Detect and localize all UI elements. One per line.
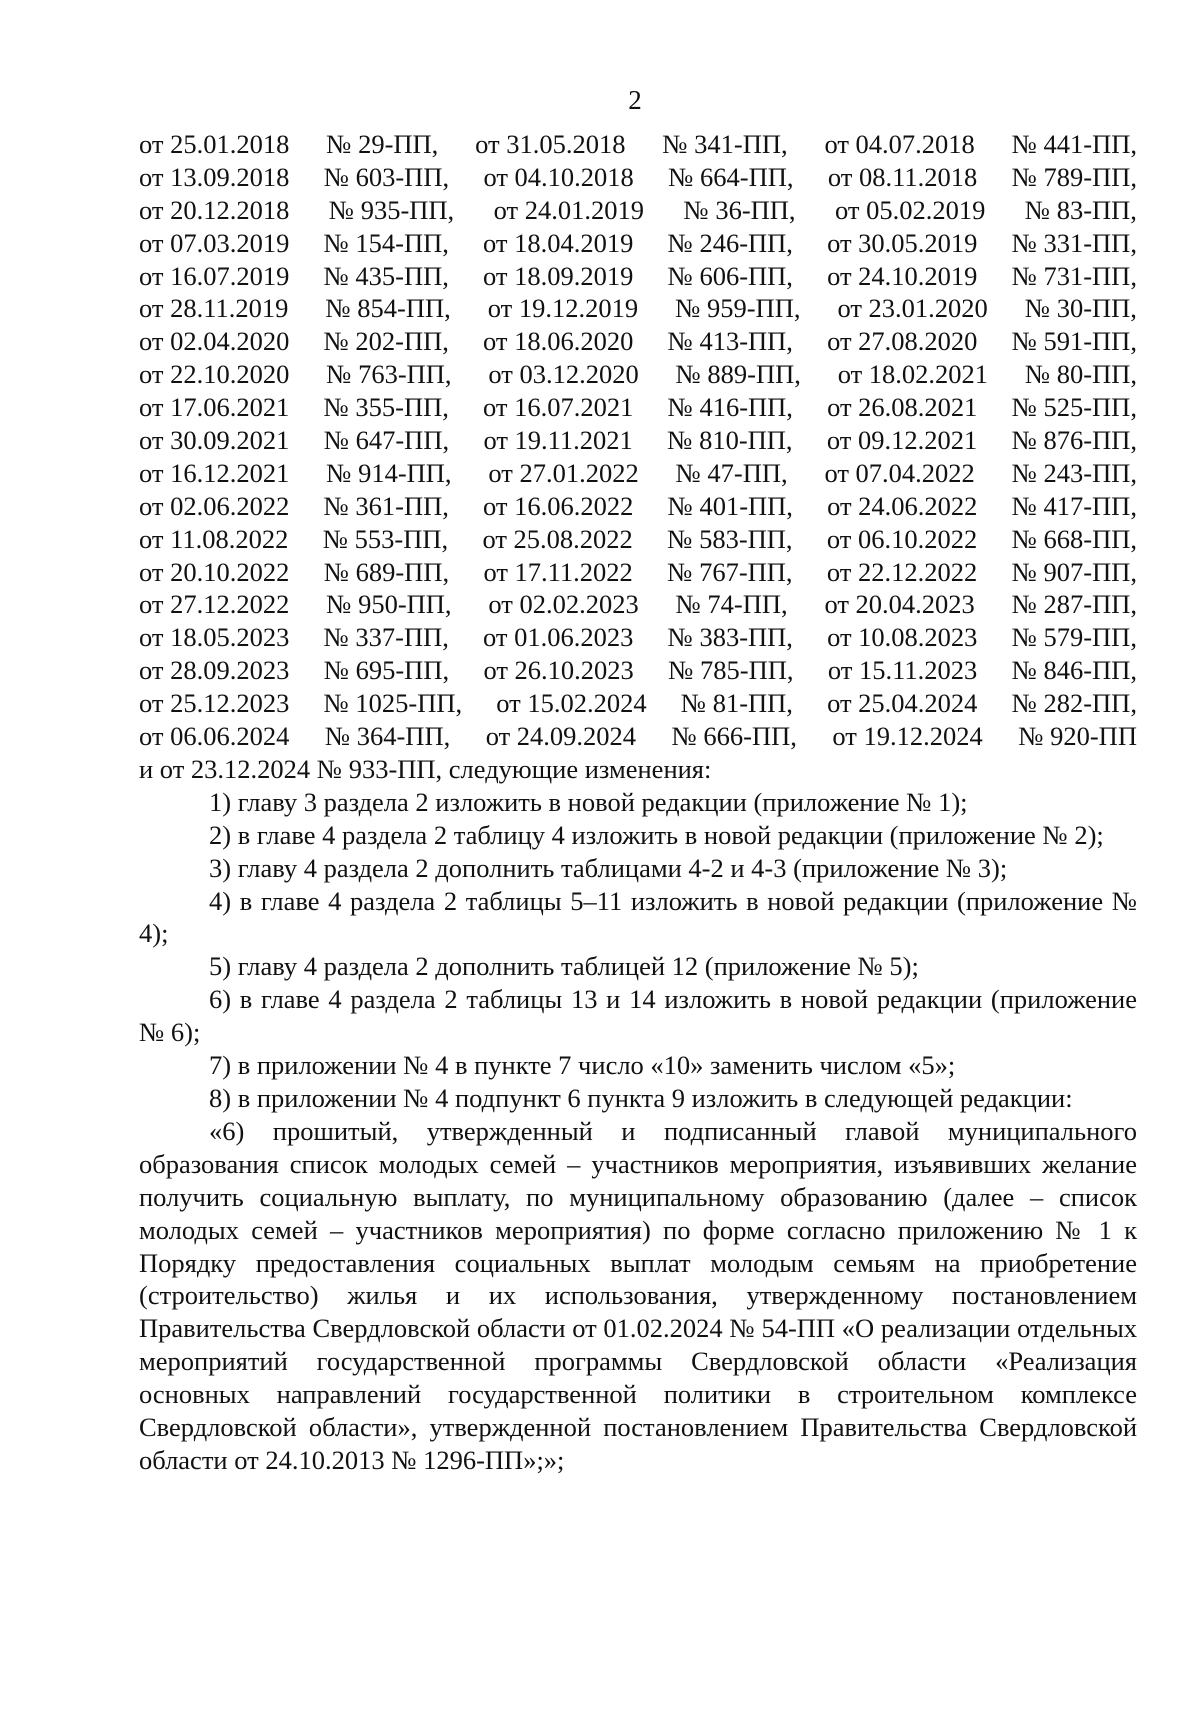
resolution-date: от 27.01.2022 [488,457,639,488]
resolution-number: № 695-ПП, [323,655,450,686]
resolution-row [139,687,1137,720]
resolution-number: № 287-ПП, [1011,589,1137,620]
resolution-date: от 07.03.2019 [139,227,290,258]
resolution-number: № 417-ПП, [1011,490,1137,521]
closing-line: и от 23.12.2024 № 933-ПП, следующие изменения: [139,753,712,784]
resolution-date: от 19.12.2019 [487,293,639,324]
resolution-row [139,523,1137,556]
resolution-number: № 243-ПП, [1011,457,1137,488]
resolution-number: № 767-ПП, [667,556,793,587]
resolution-number: № 666-ПП, [671,721,797,752]
resolution-number: № 959-ПП, [675,293,801,324]
change-item-8: 8) в приложении № 4 подпункт 6 пункта 9 изложить в следующей редакции: [209,1082,1073,1113]
change-item-1: 1) главу 3 раздела 2 изложить в новой редакции (приложение № 1); [209,786,968,817]
resolution-number: № 935-ПП, [328,194,455,225]
resolution-number: № 364-ПП, [324,721,451,752]
resolution-date: от 27.12.2022 [139,589,290,620]
resolution-number: № 202-ПП, [323,326,449,357]
resolution-date: от 15.02.2024 [496,688,647,719]
resolution-date: от 15.11.2023 [827,655,978,686]
resolution-number: № 553-ПП, [322,523,449,554]
resolution-date: от 18.02.2021 [837,359,989,390]
resolution-date: от 06.06.2024 [139,721,290,752]
resolution-date: от 04.07.2018 [824,129,975,159]
resolution-row [139,490,1137,523]
resolution-date: от 16.07.2019 [139,260,290,291]
resolution-number: № 603-ПП, [323,161,450,192]
change-item-3: 3) главу 4 раздела 2 дополнить таблицами 4-2 и 4-3 (приложение № 3); [209,852,1008,883]
resolution-number: № 331-ПП, [1011,227,1137,258]
resolution-number: № 441-ПП, [1011,129,1137,159]
resolution-number: № 401-ПП, [667,490,793,521]
resolution-row [139,424,1137,457]
resolution-row [139,260,1137,293]
resolution-number: № 579-ПП, [1011,622,1137,653]
resolution-row [139,161,1137,194]
page-number: 2 [628,85,642,115]
resolution-number: № 583-ПП, [667,523,793,554]
change-item-7: 7) в приложении № 4 в пункте 7 число «10» заменить числом «5»; [209,1050,956,1081]
resolution-date: от 02.04.2020 [139,326,290,357]
resolution-date: от 27.08.2020 [827,326,978,357]
resolution-number: № 889-ПП, [675,359,801,390]
resolution-row [139,391,1137,424]
resolution-number: № 80-ПП, [1024,359,1137,390]
resolution-date: от 20.12.2018 [139,194,290,225]
resolution-date: от 24.09.2024 [485,721,637,752]
change-item-6: 6) в главе 4 раздела 2 таблицы 13 и 14 изложить в новой редакции (приложение № 6); [139,984,1137,1048]
resolution-date: от 18.09.2019 [483,260,634,291]
resolution-row [139,194,1137,227]
resolution-number: № 435-ПП, [323,260,449,291]
resolution-date: от 09.12.2021 [826,425,978,456]
resolution-number: № 907-ПП, [1011,556,1137,587]
resolution-number: № 846-ПП, [1011,655,1137,686]
resolution-date: от 16.06.2022 [483,490,634,521]
resolution-date: от 08.11.2018 [827,161,978,192]
resolution-number: № 29-ПП, [326,129,439,159]
resolution-number: № 413-ПП, [667,326,793,357]
resolution-number: № 920-ПП [1018,721,1137,752]
resolution-number: № 876-ПП, [1011,425,1137,456]
resolution-row [139,556,1137,589]
resolution-number: № 606-ПП, [667,260,793,291]
resolution-date: от 25.08.2022 [482,523,633,554]
resolution-date: от 31.05.2018 [475,129,626,159]
resolution-date: от 03.12.2020 [488,359,639,390]
resolution-number: № 83-ПП, [1024,194,1137,225]
resolution-number: № 246-ПП, [667,227,793,258]
resolution-row [139,227,1137,260]
resolution-number: № 591-ПП, [1011,326,1137,357]
resolution-date: от 11.08.2022 [139,523,289,554]
resolution-date: от 18.05.2023 [139,622,290,653]
resolution-row [139,654,1137,687]
resolution-number: № 689-ПП, [323,556,450,587]
resolution-number: № 81-ПП, [680,688,793,719]
resolution-date: от 16.12.2021 [139,457,290,488]
change-item-4: 4) в главе 4 раздела 2 таблицы 5–11 изложить в новой редакции (приложение № 4); [139,885,1137,949]
resolution-number: № 731-ПП, [1011,260,1137,291]
change-item-5: 5) главу 4 раздела 2 дополнить таблицей 12 (приложение № 5); [209,951,919,982]
resolution-number: № 355-ПП, [323,392,449,423]
resolution-number: № 668-ПП, [1011,523,1137,554]
resolution-row [139,358,1137,391]
resolution-date: от 17.11.2022 [483,556,633,587]
resolution-number: № 383-ПП, [667,622,793,653]
resolution-number: № 810-ПП, [667,425,793,456]
resolution-date: от 24.10.2019 [827,260,978,291]
resolution-date: от 28.11.2019 [139,293,289,324]
resolution-number: № 525-ПП, [1011,392,1137,423]
resolution-date: от 06.10.2022 [826,523,978,554]
resolution-number: № 36-ПП, [683,194,796,225]
resolution-date: от 01.06.2023 [483,622,634,653]
resolution-number: № 950-ПП, [326,589,452,620]
resolution-date: от 30.09.2021 [139,425,290,456]
resolution-number: № 74-ПП, [675,589,788,620]
resolution-number: № 789-ПП, [1011,161,1137,192]
resolution-date: от 16.07.2021 [483,392,634,423]
resolution-row [139,621,1137,654]
resolution-date: от 05.02.2019 [835,194,986,225]
resolution-list [139,128,1137,753]
resolution-row [139,128,1137,161]
resolution-number: № 914-ПП, [326,457,452,488]
resolution-number: № 785-ПП, [668,655,794,686]
resolution-date: от 22.12.2022 [826,556,978,587]
resolution-date: от 26.10.2023 [483,655,634,686]
resolution-date: от 25.01.2018 [139,129,290,159]
resolution-date: от 20.10.2022 [139,556,290,587]
resolution-date: от 25.04.2024 [827,688,978,719]
resolution-date: от 24.06.2022 [827,490,978,521]
resolution-date: от 24.01.2019 [493,194,644,225]
resolution-number: № 30-ПП, [1024,293,1137,324]
resolution-date: от 04.10.2018 [483,161,634,192]
resolution-number: № 416-ПП, [667,392,793,423]
resolution-date: от 20.04.2023 [824,589,975,620]
resolution-number: № 337-ПП, [323,622,449,653]
resolution-number: № 854-ПП, [325,293,451,324]
quoted-subpoint-6: «6) прошитый, утвержденный и подписанный главой муниципального образования список молодых семей – участников мероприятия, изъявивших желание получить социальную выплату, по муниципальному образованию (далее – список молодых семей – участников мероприятия) по форме согласно приложению № 1 к Порядку предоставления социальных выплат молодым семьям на приобретение (строительство) жилья и их использования, утвержденному постановлением Правительства Свердловской области от 01.02.2024 № 54-ПП «О реализации отдельных мероприятий государственной программы Свердловской области «Реализация основных направлений государственной политики в строительном комплексе Свердловской области», утвержденной постановлением Правительства Свердловской области от 24.10.2013 № 1296-ПП»;»; [139,1115,1137,1475]
resolution-number: № 664-ПП, [668,161,794,192]
resolution-row [139,588,1137,621]
resolution-date: от 02.06.2022 [139,490,290,521]
resolution-date: от 19.12.2024 [832,721,983,752]
resolution-row [139,325,1137,358]
resolution-number: № 1025-ПП, [323,688,463,719]
resolution-date: от 02.02.2023 [488,589,639,620]
resolution-date: от 30.05.2019 [827,227,978,258]
resolution-date: от 23.01.2020 [837,293,988,324]
document-body [139,128,1137,1477]
resolution-row [139,457,1137,490]
resolution-date: от 13.09.2018 [139,161,290,192]
resolution-date: от 19.11.2021 [483,425,633,456]
resolution-number: № 154-ПП, [323,227,449,258]
resolution-date: от 17.06.2021 [139,392,290,423]
resolution-row [139,720,1137,753]
resolution-date: от 22.10.2020 [139,359,290,390]
resolution-date: от 07.04.2022 [824,457,975,488]
resolution-date: от 18.04.2019 [483,227,634,258]
resolution-date: от 18.06.2020 [483,326,634,357]
change-item-2: 2) в главе 4 раздела 2 таблицу 4 изложить в новой редакции (приложение № 2); [209,819,1104,850]
resolution-number: № 361-ПП, [323,490,449,521]
resolution-number: № 341-ПП, [662,129,788,159]
resolution-number: № 282-ПП, [1011,688,1137,719]
resolution-number: № 763-ПП, [326,359,452,390]
resolution-date: от 10.08.2023 [827,622,978,653]
resolution-date: от 25.12.2023 [139,688,290,719]
resolution-number: № 47-ПП, [675,457,788,488]
resolution-number: № 647-ПП, [323,425,450,456]
resolution-date: от 26.08.2021 [827,392,978,423]
resolution-date: от 28.09.2023 [139,655,290,686]
resolution-row [139,292,1137,325]
